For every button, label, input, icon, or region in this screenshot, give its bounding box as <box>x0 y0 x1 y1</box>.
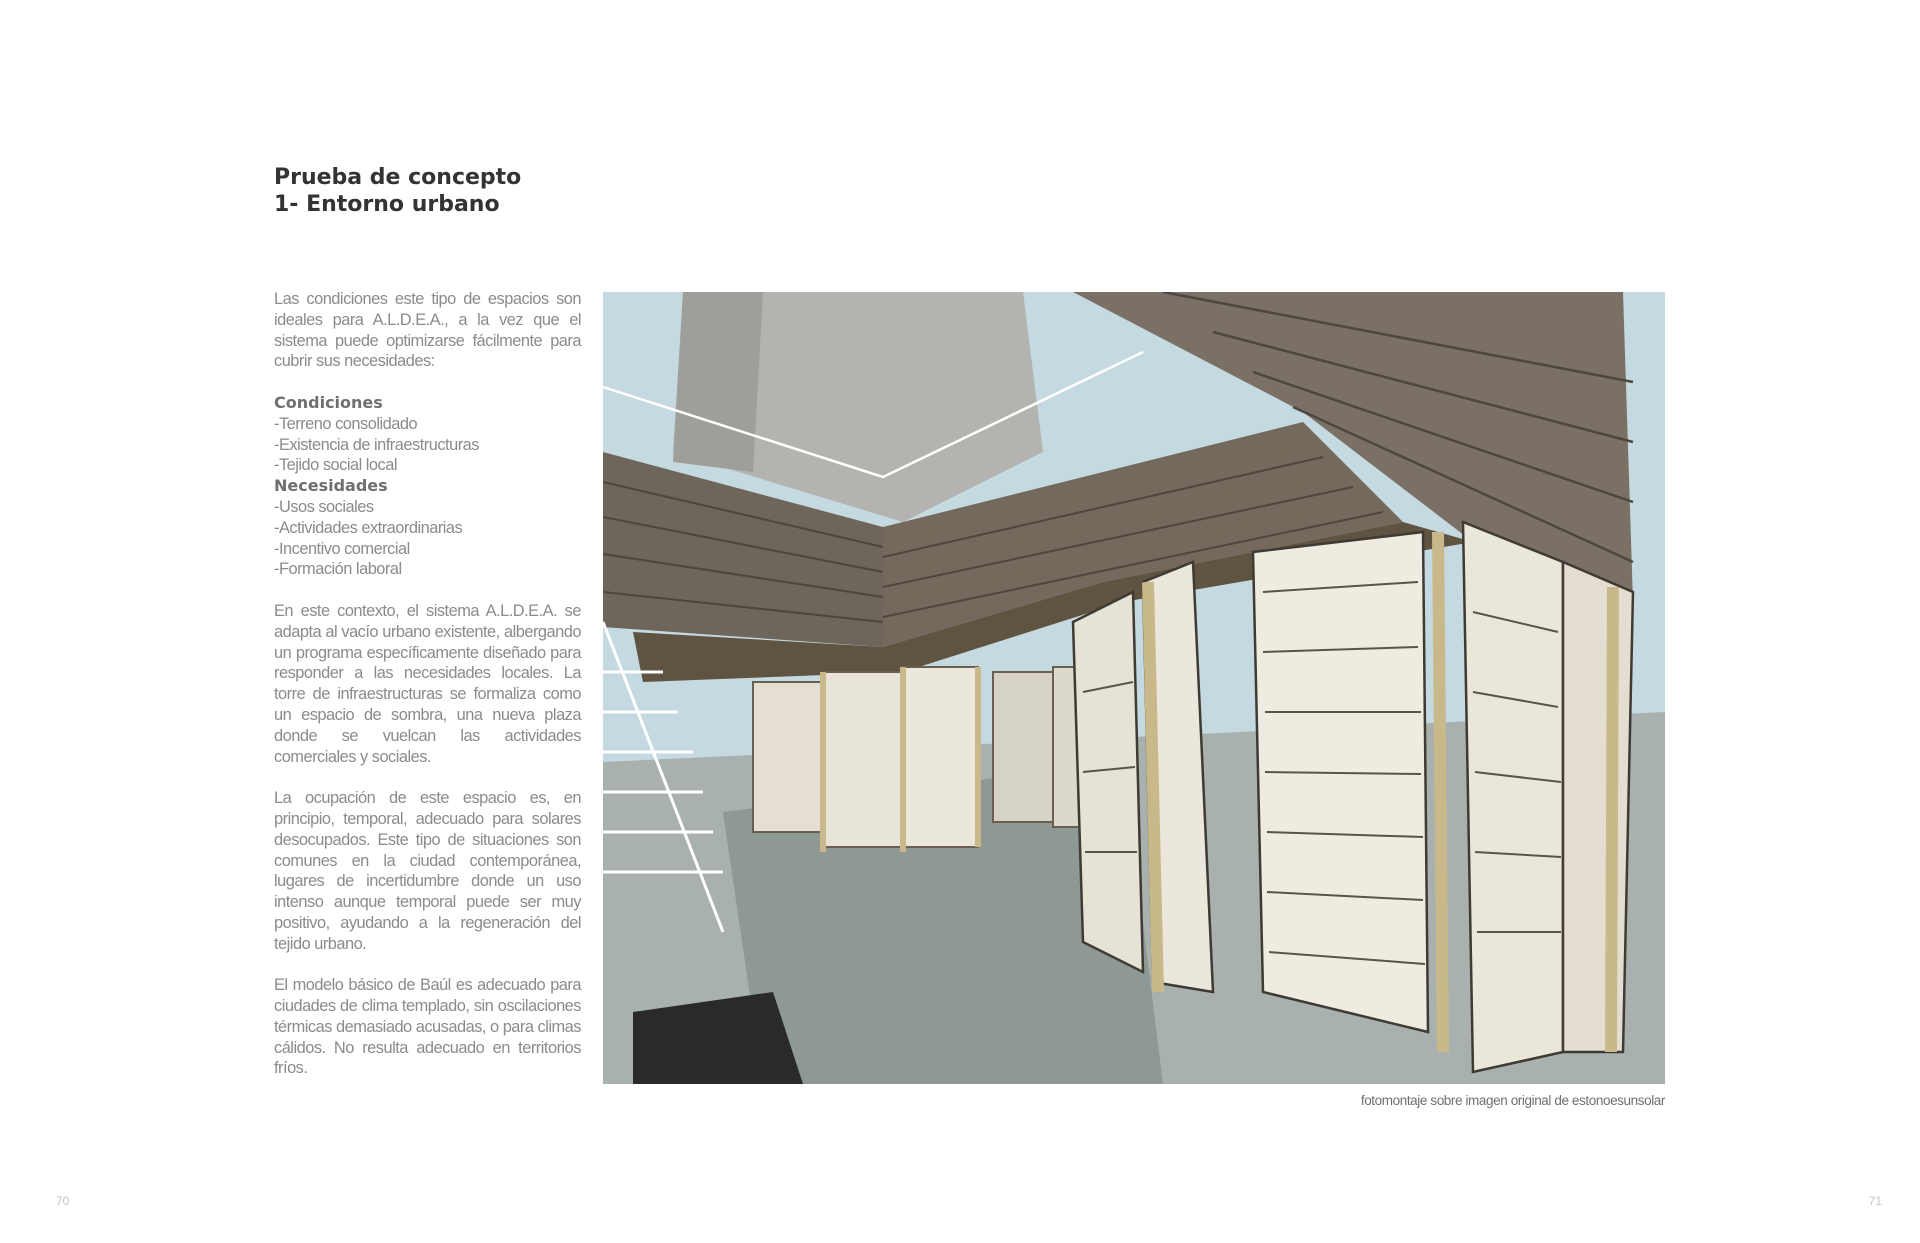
title-line-1: Prueba de concepto <box>274 165 522 190</box>
figure-caption: fotomontaje sobre imagen original de estonoesunsolar <box>1360 1093 1665 1108</box>
conditions-needs-list <box>274 393 581 580</box>
need-item: -Usos sociales <box>274 497 374 516</box>
page-title <box>274 164 521 218</box>
body-text-column <box>274 289 581 1100</box>
condition-item: -Existencia de infraestructuras <box>274 435 479 454</box>
page-number-left: 70 <box>56 1194 70 1208</box>
climate-paragraph: El modelo básico de Baúl es adecuado para ciudades de clima templado, sin oscilaciones térmicas demasiado acusadas, o para climas cálidos. No resulta adecuado en territorios fríos. <box>274 976 581 1078</box>
need-item: -Formación laboral <box>274 560 402 579</box>
condition-item: -Tejido social local <box>274 456 398 475</box>
photomontage-illustration <box>603 292 1665 1084</box>
need-item: -Actividades extraordinarias <box>274 518 463 537</box>
need-item: -Incentivo comercial <box>274 539 410 558</box>
intro-paragraph: Las condiciones este tipo de espacios son ideales para A.L.D.E.A., a la vez que el sistema puede optimizarse fácilmente para cubrir sus necesidades: <box>274 290 581 371</box>
needs-heading: Necesidades <box>274 476 388 496</box>
conditions-heading: Condiciones <box>274 392 383 412</box>
occupation-paragraph: La ocupación de este espacio es, en principio, temporal, adecuado para solares desocupados. Este tipo de situaciones son comunes en la ciudad contemporánea, lugares de incertidumbre donde un uso intenso aunque temporal puede ser muy positivo, ayudando a la regeneración del tejido urbano. <box>274 789 581 953</box>
context-paragraph: En este contexto, el sistema A.L.D.E.A. se adapta al vacío urbano existente, albergando un programa específicamente diseñado para responder a las necesidades locales. La torre de infraestructuras se formaliza como un espacio de sombra, una nueva plaza donde se vuelcan las actividades comerciales y sociales. <box>274 601 581 766</box>
photomontage-figure <box>603 292 1665 1084</box>
condition-item: -Terreno consolidado <box>274 414 418 433</box>
page-number-right: 71 <box>1868 1194 1882 1208</box>
title-line-2: 1- Entorno urbano <box>274 192 500 217</box>
